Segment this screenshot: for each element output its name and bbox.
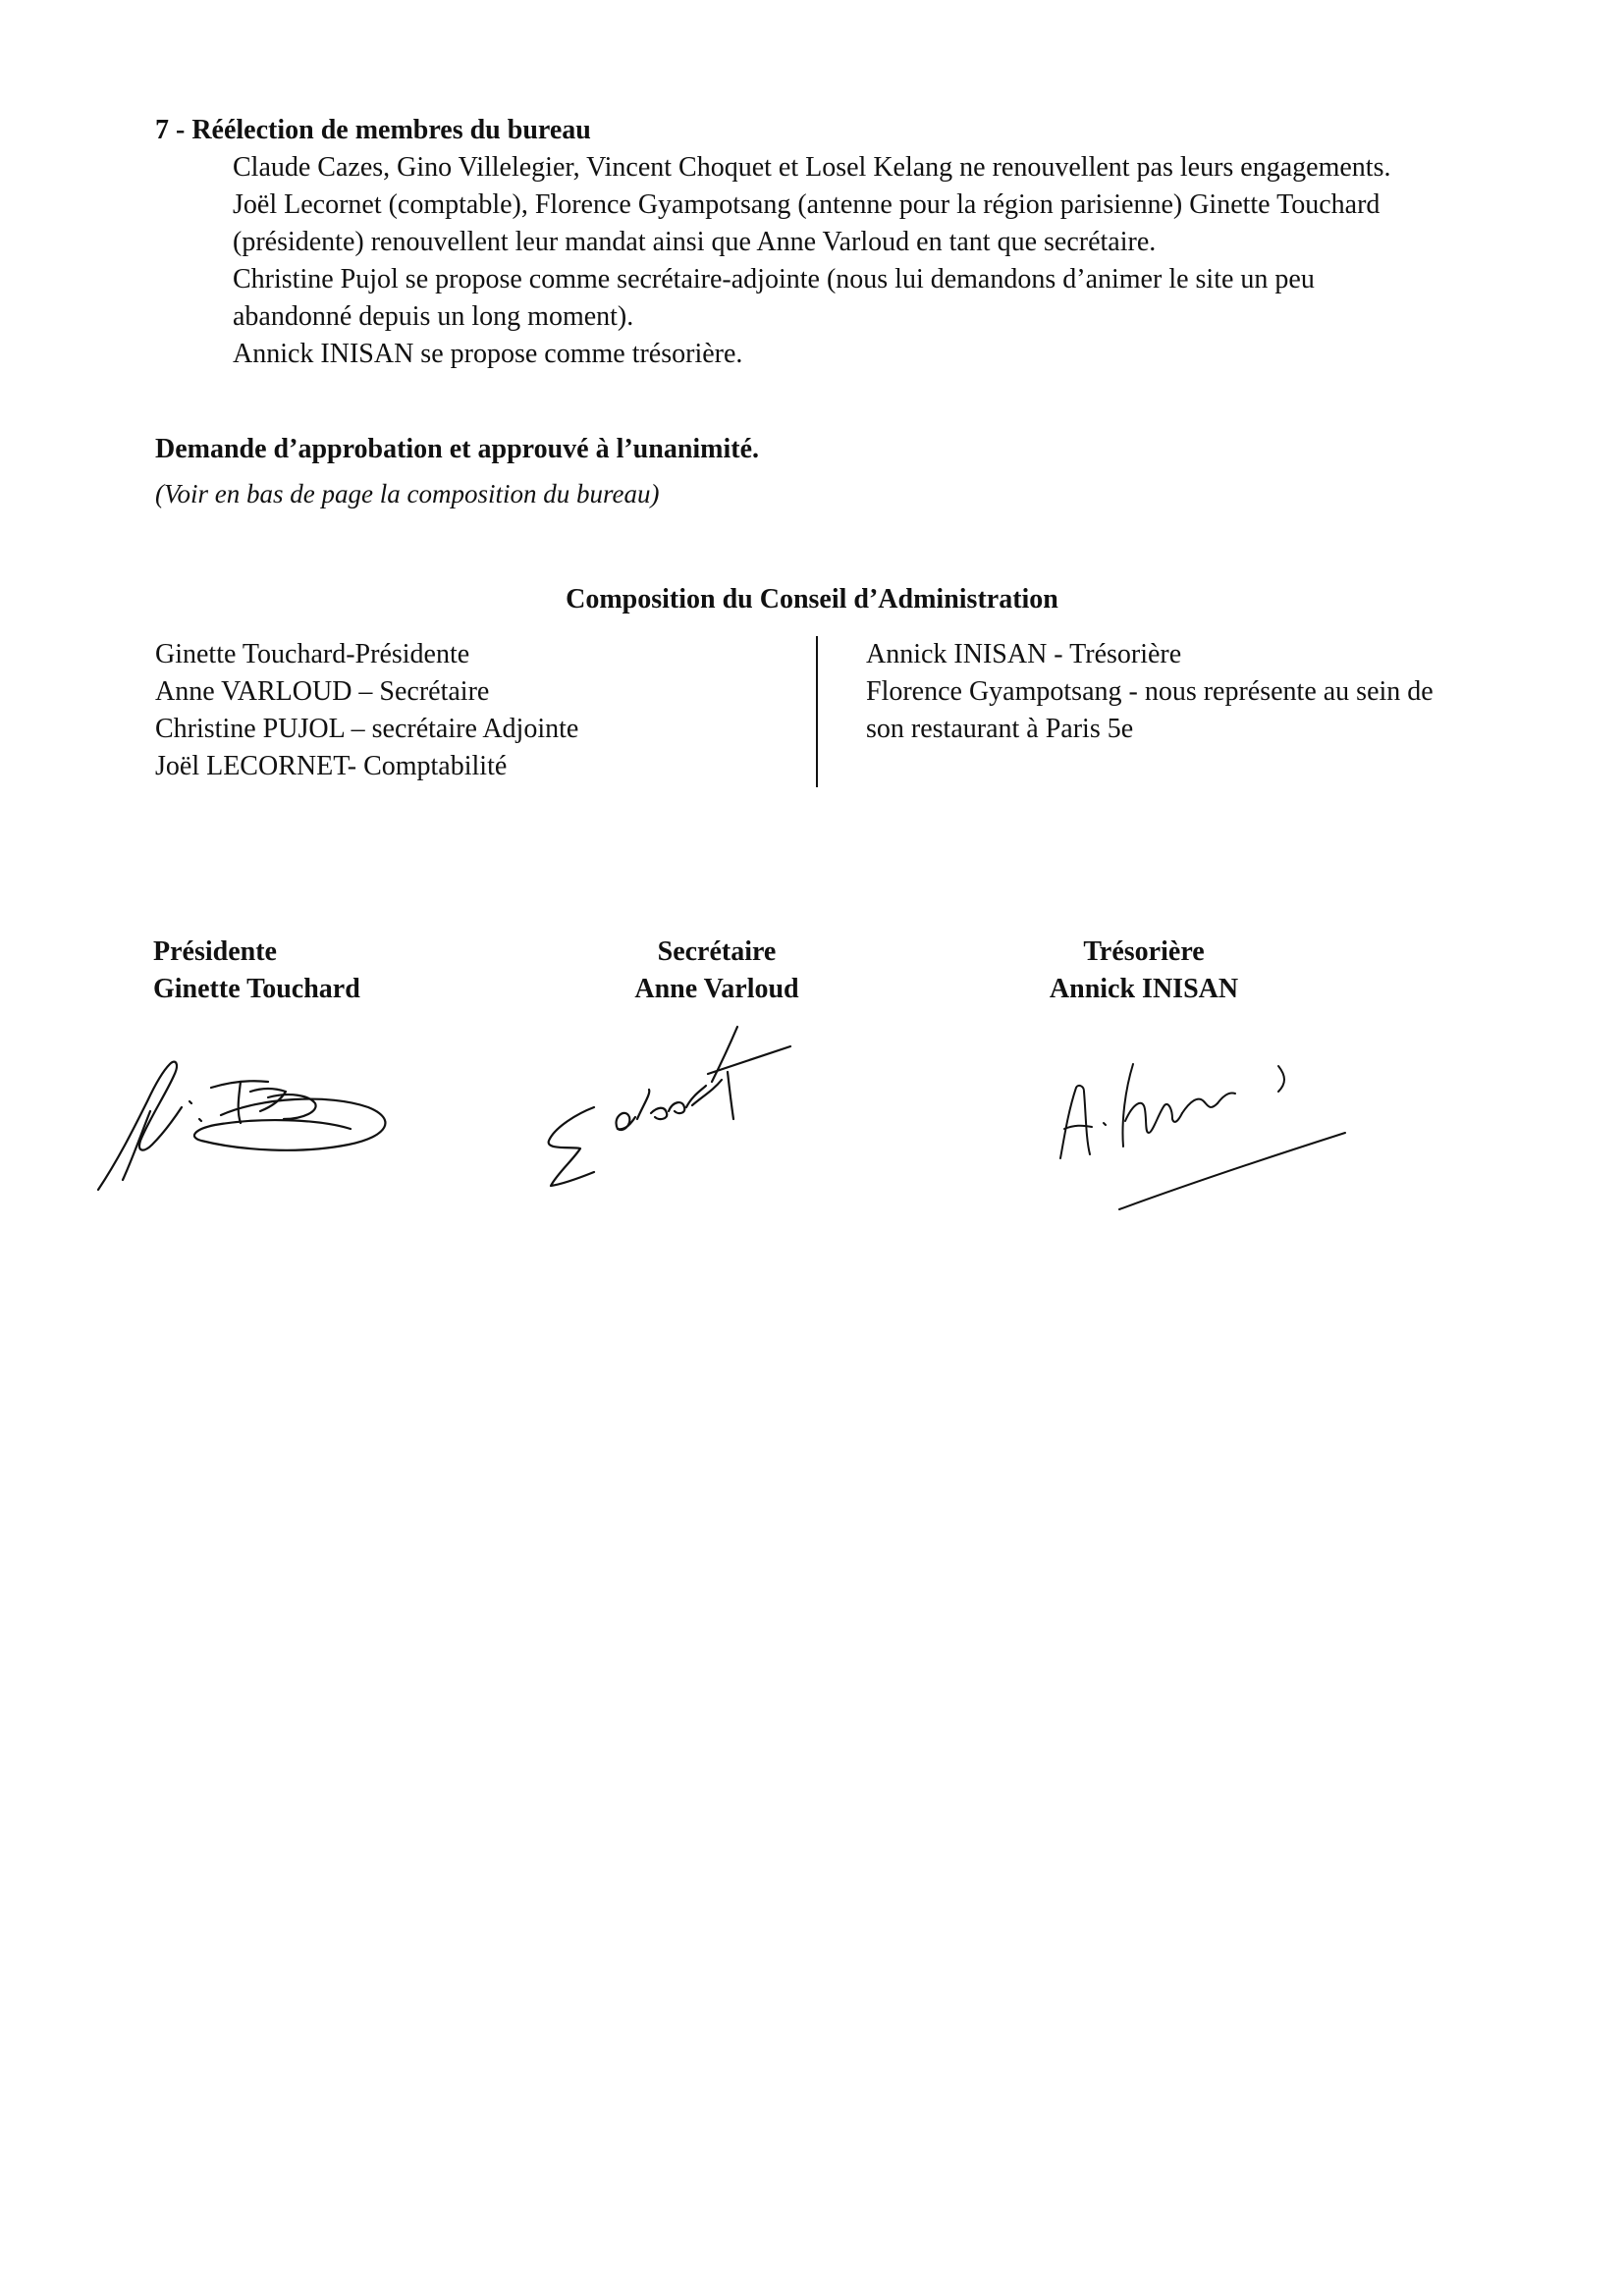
paragraph: Joël Lecornet (comptable), Florence Gyampotsang (antenne pour la région parisienne) Ginette Touchard (présidente) renouvellent leur mandat ainsi que Anne Varloud en tant que secrétaire. [233,189,1380,257]
section-body [233,149,1440,373]
board-member: Anne VARLOUD – Secrétaire [155,676,490,707]
president-signature [93,1042,437,1200]
signature-name: Ginette Touchard [153,974,360,1004]
board-title: Composition du Conseil d’Administration [566,584,1058,614]
column-divider [816,636,818,787]
board-left-column [155,636,578,785]
paragraph: Claude Cazes, Gino Villelegier, Vincent Choquet et Losel Kelang ne renouvellent pas leurs engagements. [233,152,1391,183]
board-member: Joël LECORNET- Comptabilité [155,751,508,781]
signature-role: Secrétaire [657,936,777,967]
treasurer-signature [1051,1031,1365,1217]
signature-block-treasurer [1011,934,1276,1008]
paragraph: Annick INISAN se propose comme trésorière. [233,339,743,369]
signature-block-secretary [584,934,849,1008]
section-heading: 7 - Réélection de membres du bureau [155,115,591,145]
board-member: Christine PUJOL – secrétaire Adjointe [155,714,579,744]
approval-note: (Voir en bas de page la composition du bureau) [155,479,660,508]
signature-role: Trésorière [1083,936,1205,967]
board-right-column [866,636,1455,748]
board-member: Annick INISAN - Trésorière [866,639,1182,669]
signature-name: Annick INISAN [1049,974,1239,1004]
signature-name: Anne Varloud [634,974,799,1004]
board-member: Ginette Touchard-Présidente [155,639,470,669]
secretary-signature [535,1011,830,1207]
board-member: Florence Gyampotsang - nous représente au sein de son restaurant à Paris 5e [866,676,1434,744]
approval-statement: Demande d’approbation et approuvé à l’unanimité. [155,434,760,464]
paragraph: Christine Pujol se propose comme secrétaire-adjointe (nous lui demandons d’animer le site un peu abandonné depuis un long moment). [233,264,1315,332]
signature-role: Présidente [153,936,277,967]
signature-block-president [143,934,420,1008]
